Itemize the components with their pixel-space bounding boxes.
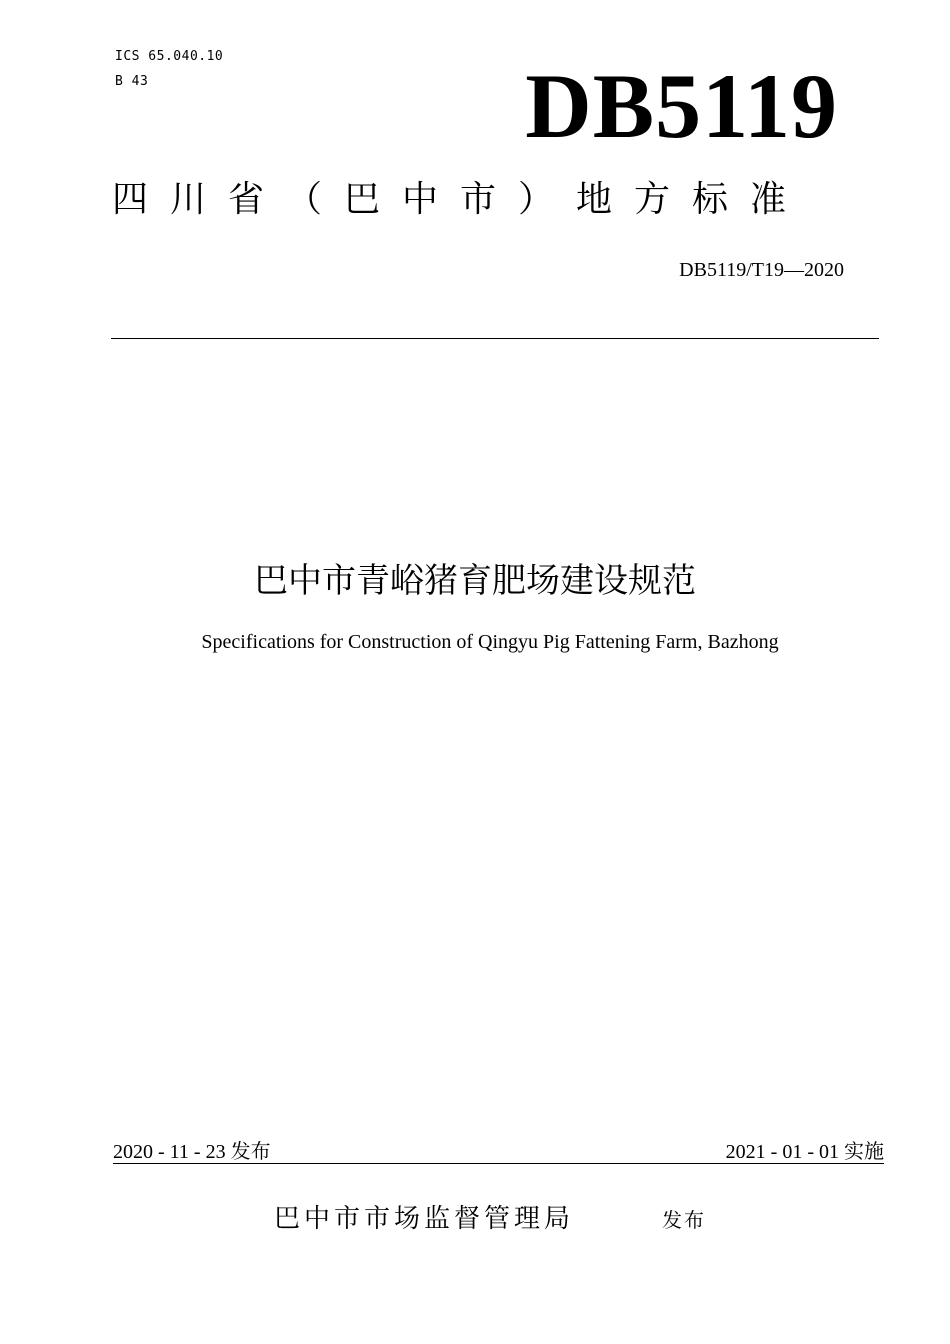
release-date-line <box>113 1138 271 1165</box>
document-title-chinese: 巴中市青峪猪育肥场建设规范 <box>254 561 696 601</box>
standard-type-heading: 四川省（巴中市）地方标准 <box>112 179 809 220</box>
ics-code: ICS 65.040.10 <box>115 49 224 64</box>
implementation-date: 2021 - 01 - 01 <box>725 1141 839 1163</box>
implementation-date-line <box>726 1138 884 1165</box>
implementation-label: 实施 <box>844 1139 884 1163</box>
top-divider <box>111 338 879 339</box>
release-date: 2020 - 11 - 23 <box>113 1141 226 1163</box>
issuing-authority: 巴中市市场监督管理局 <box>274 1204 575 1234</box>
document-title-english: Specifications for Construction of Qingyu Pig Fattening Farm, Bazhong <box>201 631 779 653</box>
standard-logo: DB5119 <box>525 55 838 157</box>
ccs-code: B 43 <box>115 74 149 89</box>
standard-number: DB5119/T19—2020 <box>679 259 844 281</box>
release-label: 发布 <box>230 1139 271 1163</box>
issuing-authority-suffix: 发布 <box>662 1208 706 1232</box>
bottom-divider <box>113 1163 884 1164</box>
